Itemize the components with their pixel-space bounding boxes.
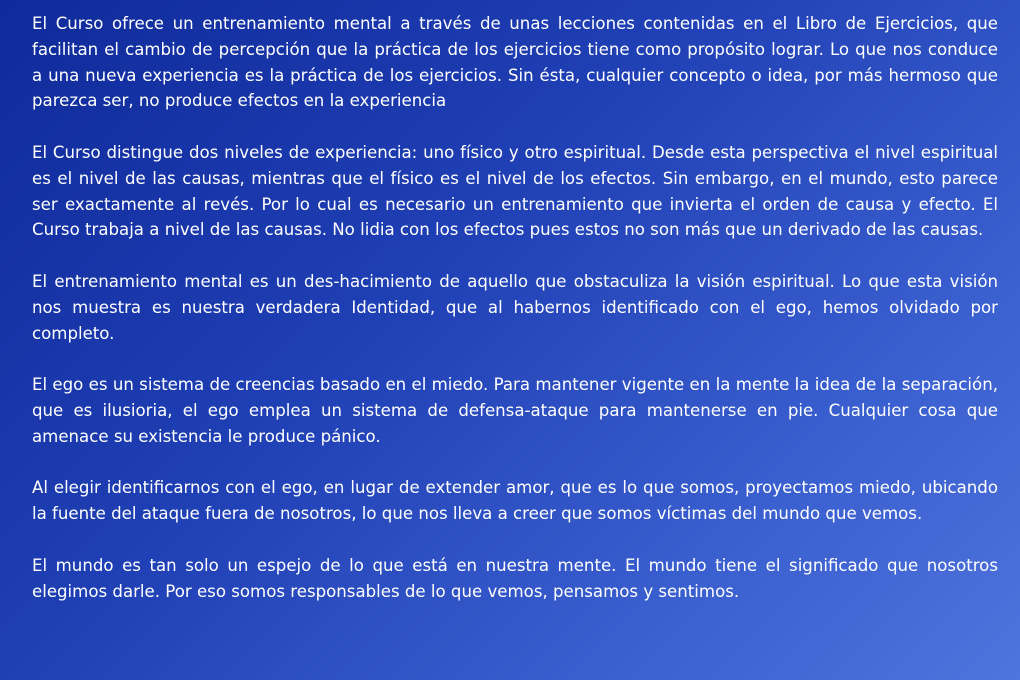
- paragraph-1: El Curso ofrece un entrenamiento mental a través de unas lecciones contenidas en el Libro de Ejercicios, que facilitan el cambio de percepción que la práctica de los ejercicios tiene como propósito lograr. Lo que nos conduce a una nueva experiencia es la práctica de los ejercicios. Sin ésta, cualquier concepto o idea, por más hermoso que parezca ser, no produce efectos en la experiencia: [32, 14, 998, 111]
- paragraph-3: El entrenamiento mental es un des-hacimiento de aquello que obstaculiza la visión espiritual. Lo que esta visión nos muestra es nuestra verdadera Identidad, que al habernos identificado con el ego, hemos olvidado por completo.: [32, 271, 998, 343]
- paragraph-4: El ego es un sistema de creencias basado en el miedo. Para mantener vigente en la mente la idea de la separación, que es ilusioria, el ego emplea un sistema de defensa-ataque para mantenerse en pie. Cualquier cosa que amenace su existencia le produce pánico.: [32, 375, 998, 446]
- paragraph-2: El Curso distingue dos niveles de experiencia: uno físico y otro espiritual. Desde esta perspectiva el nivel espiritual es el nivel de las causas, mientras que el físico es el nivel de los efectos. Sin embargo, en el mundo, esto parece ser exactamente al revés. Por lo cual es necesario un entrenamiento que invierta el orden de causa y efecto. El Curso trabaja a nivel de las causas. No lidia con los efectos pues estos no son más que un derivado de las causas.: [32, 142, 998, 240]
- paragraph-5: Al elegir identificarnos con el ego, en lugar de extender amor, que es lo que somos, proyectamos miedo, ubicando la fuente del ataque fuera de nosotros, lo que nos lleva a creer que somos víctimas del mundo que vemos.: [32, 478, 998, 524]
- paragraph-6: El mundo es tan solo un espejo de lo que está en nuestra mente. El mundo tiene el significado que nosotros elegimos darle. Por eso somos responsables de lo que vemos, pensamos y sentimos.: [32, 555, 998, 601]
